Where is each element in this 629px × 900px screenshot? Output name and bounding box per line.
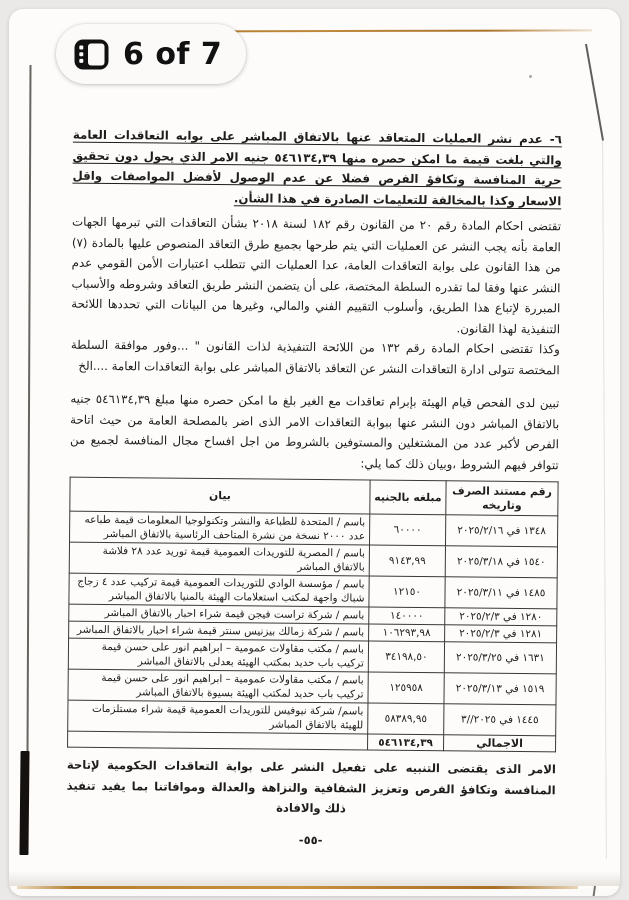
cell-amount: ١٠٦٢٩٣,٩٨ [369,624,445,642]
cell-doc-number: ١٦٣١ في ٢٠٢٥/٣/٢٥ [444,642,556,674]
payments-table-body [68,511,558,736]
cell-doc-number: ١٤٨٥ في ٢٠٢٥/٣/١١ [445,577,557,609]
cell-description: باسم / مؤسسة الوادي للتوريدات العمومية قيمة تركيب عدد ٤ زجاج شباك واجهة لمكتب استعلامات الهيئة بالمنيا بالاتفاق المباشر [69,573,369,607]
paragraph-audit-finding: تبين لدى الفحص قيام الهيئة بإبرام تعاقدات مع الغير بلغ ما امكن حصره منها مبلغ ٥٤٦١٣٤,٣٩ جنيه بالاتفاق المباشر دون النشر عنها ببوابة التعاقدات الامر الذى اضر بالمصلحة العامة من حيث اتاحة الفرص لأكبر عدد من المشتغلين والمستوفين بالشروط من اجل افساح مجال المنافسة لجميع من تتوافر فيهم الشروط ،وبيان ذلك كما يلي: [69,391,560,472]
section-heading: ٦- عدم نشر العمليات المتعاقد عنها بالاتفاق المباشر على بوابه التعاقدات العامة والتي بلغت قيمة ما امكن حصره منها ٥٤٦١٣٤,٣٩ جنيه الامر الذي يحول دون تحقيق حرية المنافسة وتكافؤ الفرص فضلا عن عدم الوصول لأفضل المواصفات واقل الاسعار وكذا بالمخالفة للتعليمات الصادرة في هذا الشأن. [72,127,562,208]
page-indicator-badge[interactable] [56,24,246,84]
scanned-page [9,9,620,896]
table-row [68,669,556,705]
table-row [69,573,557,609]
cell-doc-number: ١٥٤٠ في ٢٠٢٥/٣/١٨ [445,546,557,578]
page-seam-bottom-shadow [9,871,620,886]
cell-amount: ١٢١٥٠ [369,576,445,608]
column-header-description: بيان [70,477,370,514]
column-header-amount: مبلغه بالجنيه [370,480,446,515]
cell-amount: ١٢٥٩٥٨ [368,672,444,704]
paragraph-regulation-citation: وكذا تقتضى احكام المادة رقم ١٣٢ من اللائحة التنفيذية لذات القانون " ...وفور موافقة السلطة المختصة تتولى ادارة التعاقدات النشر عن التعاقد بالاتفاق المباشر على بوابة التعاقدات العامة ....الخ [70,337,560,377]
closing-recommendation: الامر الذى يقتضى التنبيه على تفعيل النشر على بوابة التعاقدات الحكومية لإتاحة المنافسة وتكافؤ الفرص وتعزيز الشفافية والنزاهة والعدالة وموافاتنا بما يفيد تنفيذ ذلك والافادة [66,757,556,816]
scan-edge-right [602,139,607,859]
pages-icon [73,38,110,71]
document-content [66,125,562,849]
total-label: الاجمالي [444,735,556,752]
cell-doc-number: ١٣٤٨ في ٢٠٢٥/٢/١٦ [445,515,557,547]
cell-doc-number: ١٢٨١ في ٢٠٢٥/٢/٣ [445,625,557,643]
page-indicator-label: 6 of 7 [123,36,223,72]
scan-edge-right-corner [585,44,604,141]
cell-description: باسم / شركة تراست فيجن قيمة شراء احبار بالاتفاق المباشر [69,604,369,624]
cell-amount: ٦٠٠٠٠ [369,514,445,546]
total-amount: ٥٤٦١٣٤,٣٩ [368,734,444,751]
cell-amount: ١٤٠٠٠٠ [369,607,445,625]
page-number: -٥٥- [298,832,323,847]
next-page-edge [9,889,620,896]
table-row [68,700,556,736]
cell-amount: ٥٨٣٨٩,٩٥ [368,703,444,735]
cell-description: باسم / المتحدة للطباعة والنشر وتكنولوجيا المعلومات قيمة طباعه عدد ٢٠٠٠ نسخة من نشرة المتاحف الرئاسية بالاتفاق المباشر [70,511,370,545]
cell-doc-number: ١٥١٩ في ٢٠٢٥/٣/١٣ [444,673,556,705]
scan-edge-left [26,65,31,755]
scan-ink-mark [19,751,29,855]
cell-description: باسم / مكتب مقاولات عمومية – ابراهيم انور على حسن قيمة تركيب باب حديد بمكتب الهيئة بعدلى بالاتفاق المباشر [68,638,368,672]
page-seam-bottom [17,886,578,889]
table-header-row [70,477,558,516]
table-total-row [68,731,556,752]
cell-doc-number: ١٤٤٥ في ٢٠٢٥//٣ [444,704,556,736]
column-header-doc-number: رقم مستند الصرف وتاريخه [446,481,558,516]
cell-amount: ٣٤١٩٨,٥٠ [368,641,444,673]
cell-description: باسم/ شركة نيوفيس للتوريدات العمومية قيمة شراء مستلزمات للهيئة بالاتفاق المباشر [68,700,368,734]
cell-doc-number: ١٢٨٠ في ٢٠٢٥/٢/٣ [445,608,557,626]
total-empty-cell [68,731,368,750]
payments-table [67,477,559,753]
table-row [68,638,556,674]
table-row [69,542,557,578]
table-row [70,511,558,547]
cell-description: باسم / مكتب مقاولات عمومية – ابراهيم انور على حسن قيمة تركيب باب حديد لمكتب الهيئة بسيوة بالاتفاق المباشر [68,669,368,703]
paragraph-law-citation: تقتضى احكام المادة رقم ٢٠ من القانون رقم ١٨٢ لسنة ٢٠١٨ بشأن التعاقدات التي تبرمها الجهات العامة بأنه يجب النشر عن العمليات التي يتم طرحها بجميع طرق التعاقد المنصوص عليها بالمادة (٧) من هذا القانون على بوابة التعاقدات العامة، عدا العمليات التي تتطلب اعتبارات الأمن القومي عدم النشر عنها وفقا لما تقدره السلطة المختصة، على أن يتضمن النشر طريق التعاقد وشروطه والأسباب المبررة لإتباع هذا الطريق، وأسلوب التقييم الفني والمالي، وغيرها من البيانات التي تحددها اللائحة التنفيذية لهذا القانون. [71,214,562,336]
cell-description: باسم / المصرية للتوريدات العمومية قيمة توريد عدد ٢٨ فلاشة بالاتفاق المباشر [69,542,369,576]
cell-description: باسم / شركة زمالك بيزنيس سنتر قيمة شراء احبار بالاتفاق المباشر [69,621,369,641]
scan-artifact-dot [529,75,532,78]
cell-amount: ٩١٤٣,٩٩ [369,545,445,577]
